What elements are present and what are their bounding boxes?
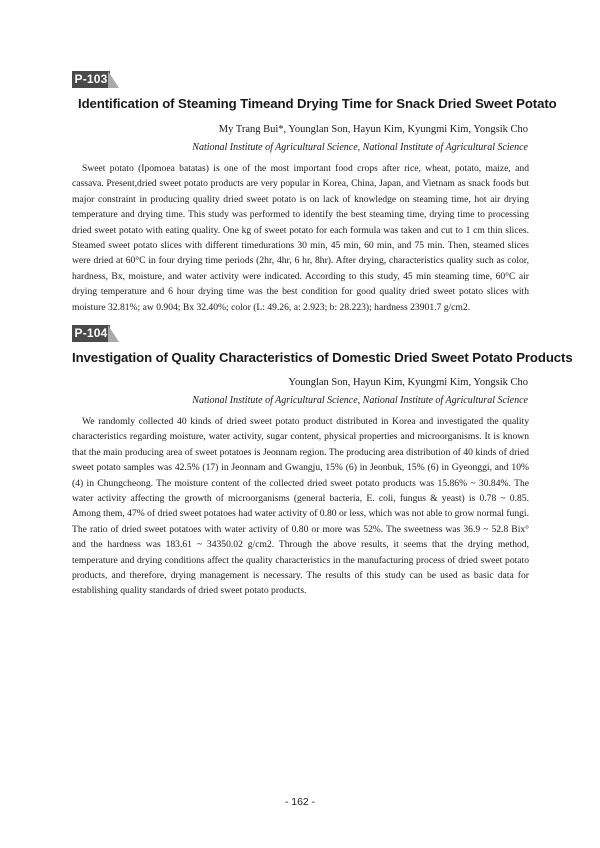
affiliation: National Institute of Agricultural Science, National Institute of Agricultural Science [192,395,528,406]
abstract-title: Identification of Steaming Timeand Drying Time for Snack Dried Sweet Potato [78,96,557,111]
poster-tag-p103 [72,71,122,88]
author-list: My Trang Bui*, Younglan Son, Hayun Kim, Kyungmi Kim, Yongsik Cho [218,124,528,135]
poster-tag-p104 [72,325,122,342]
abstract-title: Investigation of Quality Characteristics of Domestic Dried Sweet Potato Products [72,350,573,365]
page-number: - 162 - [284,796,316,808]
abstract-body: Sweet potato (Ipomoea batatas) is one of the most important food crops after rice, wheat, potato, maize, and cassava. Present,dried sweet potato products are very popular in Korea, China, Japan, and Vietnam as snack foods but major constraint in producing quality dried sweet potato is on lack of knowledge on steaming time, hot air drying temperature and drying time. This study was performed to identify the best steaming time, drying time to processing dried sweet potato with eating quality. One kg of sweet potato for each formula was taken and cut to 1 cm thin slices. Steamed sweet potato slices with different timedurations 30 min, 45 min, 60 min, and 75 min. Then, steamed slices were dried at 60°C in four drying time periods (2hr, 4hr, 6 hr, 8hr). After drying, characteristics quality such as color, hardness, Bx, moisture, and water activity were indicated. According to this study, 45 min steaming time, 60°C air drying temperature and 6 hour drying time was the best condition for good quality dried sweet potato slices with moisture 32.81%; aw 0.904; Bx 32.40%; color (L: 49.26, a: 2.923; b: 28.223); hardness 23901.7 g/cm2. [72,163,529,313]
abstract-body: We randomly collected 40 kinds of dried sweet potato product distributed in Korea and investigated the quality characteristics regarding moisture, water activity, sugar content, physical properties and microorganisms. It is known that the main producing area of sweet potatoes is Jeonnam region. The producing area distribution of 40 kinds of dried sweet potato samples was 42.5% (17) in Jeonnam and Gwangju, 15% (6) in Jeonbuk, 15% (6) in Gyeonggi, and 10% (4) in Chungcheong. The moisture content of the collected dried sweet potato products was 15.86% ~ 30.84%. The water activity affecting the growth of microorganisms (general bacteria, E. coli, fungus & yeast) is 0.78 ~ 0.85. Among them, 47% of dried sweet potatoes had water activity of 0.80 or less, which was not able to grow normal fungi. The ratio of dried sweet potatoes with water activity of 0.80 or more was 52%. The sweetness was 36.9 ~ 52.8 Bix° and the hardness was 183.61 ~ 34350.02 g/cm2. Through the above results, it seems that the drying method, temperature and drying conditions affect the quality characteristics in the manufacturing process of dried sweet potato products, and therefore, drying management is necessary. The results of this study can be used as basic data for establishing quality standards of dried sweet potato products. [72,416,529,597]
poster-tag-slant [108,325,119,342]
affiliation: National Institute of Agricultural Science, National Institute of Agricultural Science [192,142,528,153]
poster-tag-slant [108,71,119,88]
author-list: Younglan Son, Hayun Kim, Kyungmi Kim, Yongsik Cho [288,377,528,388]
poster-tag-label: P-104 [72,325,110,342]
poster-tag-label: P-103 [72,71,110,88]
